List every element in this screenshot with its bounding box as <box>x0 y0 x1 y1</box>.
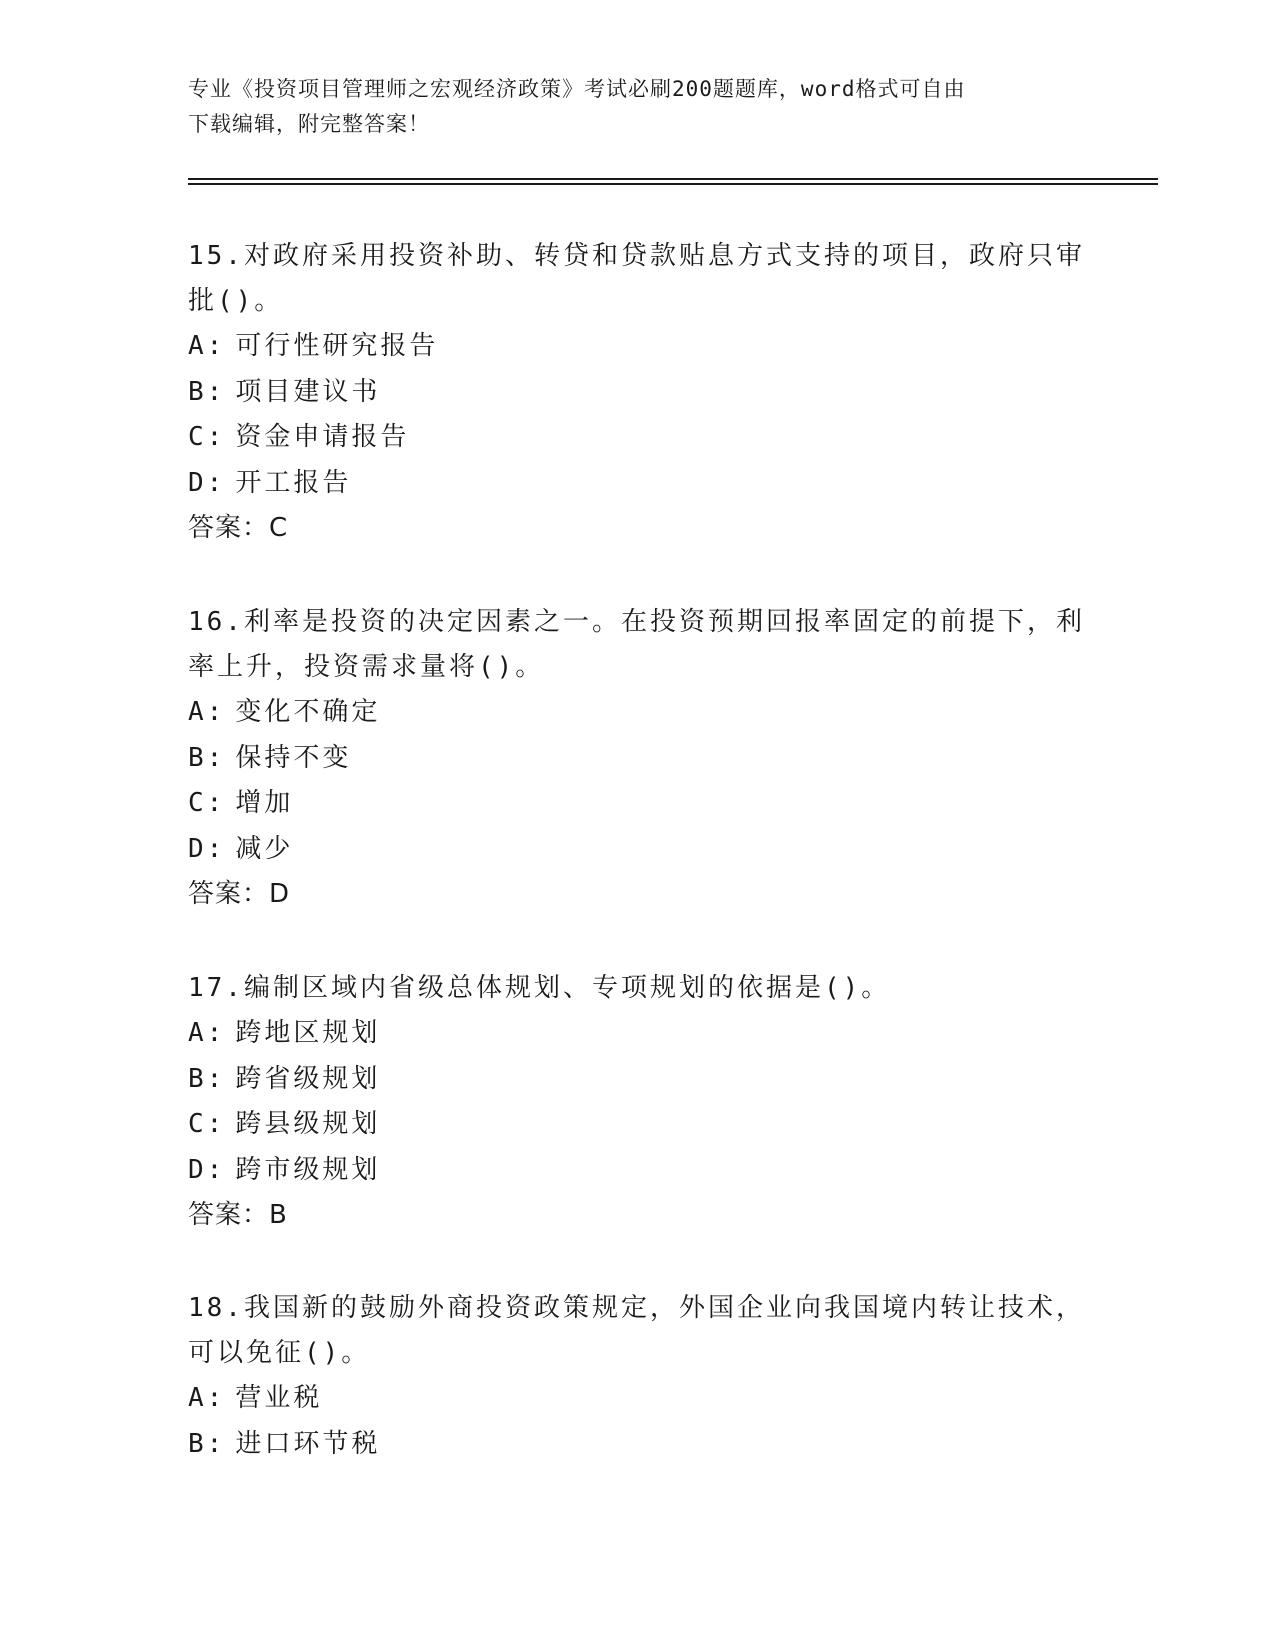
option-label: C: <box>188 1109 226 1139</box>
option-a <box>188 324 1088 370</box>
option-label: C: <box>188 422 226 452</box>
question-17 <box>188 966 1088 1238</box>
option-label: A: <box>188 1018 226 1048</box>
option-text: 增加 <box>235 788 294 818</box>
option-d <box>188 827 1088 873</box>
option-c <box>188 415 1088 461</box>
option-c <box>188 781 1088 827</box>
question-15 <box>188 234 1088 551</box>
question-title-line-2: 可以免征()。 <box>188 1338 371 1368</box>
option-text: 跨省级规划 <box>235 1063 381 1094</box>
option-a <box>188 690 1088 736</box>
option-a <box>188 1376 1088 1422</box>
option-label: B: <box>188 1428 226 1459</box>
option-text: 变化不确定 <box>235 697 381 727</box>
option-a <box>188 1011 1088 1057</box>
question-16 <box>188 600 1088 917</box>
option-label: D: <box>188 833 226 864</box>
option-text: 可行性研究报告 <box>235 331 439 361</box>
question-title-line-1: 16.利率是投资的决定因素之一。在投资预期回报率固定的前提下，利 <box>188 607 1085 637</box>
option-d <box>188 461 1088 507</box>
option-c <box>188 1102 1088 1148</box>
header-divider-top <box>188 178 1158 180</box>
option-b <box>188 1422 1088 1468</box>
option-text: 进口环节税 <box>235 1428 381 1459</box>
question-title-line-2: 批()。 <box>188 286 284 316</box>
question-title-line-2: 率上升，投资需求量将()。 <box>188 652 545 682</box>
question-18 <box>188 1286 1088 1467</box>
option-label: D: <box>188 467 226 498</box>
option-text: 跨县级规划 <box>235 1109 381 1139</box>
option-label: D: <box>188 1154 226 1185</box>
question-title-line-1: 18.我国新的鼓励外商投资政策规定，外国企业向我国境内转让技术， <box>188 1293 1085 1323</box>
option-text: 营业税 <box>235 1383 323 1413</box>
option-b <box>188 1057 1088 1103</box>
option-text: 跨地区规划 <box>235 1018 381 1048</box>
option-label: B: <box>188 1063 226 1094</box>
option-label: A: <box>188 1383 226 1413</box>
option-label: B: <box>188 376 226 407</box>
option-b <box>188 370 1088 416</box>
option-text: 资金申请报告 <box>235 422 410 452</box>
header-intro-line-2: 下载编辑，附完整答案！ <box>188 112 430 136</box>
option-text: 减少 <box>235 833 294 864</box>
answer: 答案：B <box>188 1200 288 1230</box>
answer: 答案：D <box>188 879 291 909</box>
option-label: C: <box>188 788 226 818</box>
option-label: A: <box>188 697 226 727</box>
header-intro-line-1: 专业《投资项目管理师之宏观经济政策》考试必刷200题题库，word格式可自由 <box>188 77 966 101</box>
option-label: B: <box>188 742 226 773</box>
option-text: 开工报告 <box>235 467 352 498</box>
question-title-line-1: 15.对政府采用投资补助、转贷和贷款贴息方式支持的项目，政府只审 <box>188 241 1085 271</box>
option-d <box>188 1148 1088 1194</box>
header-divider-bottom <box>188 183 1158 185</box>
option-text: 跨市级规划 <box>235 1154 381 1185</box>
document-header <box>188 72 1088 142</box>
answer: 答案：C <box>188 513 289 543</box>
option-b <box>188 736 1088 782</box>
question-title-line-1: 17.编制区域内省级总体规划、专项规划的依据是()。 <box>188 973 891 1003</box>
option-label: A: <box>188 331 226 361</box>
option-text: 项目建议书 <box>235 376 381 407</box>
option-text: 保持不变 <box>235 742 352 773</box>
